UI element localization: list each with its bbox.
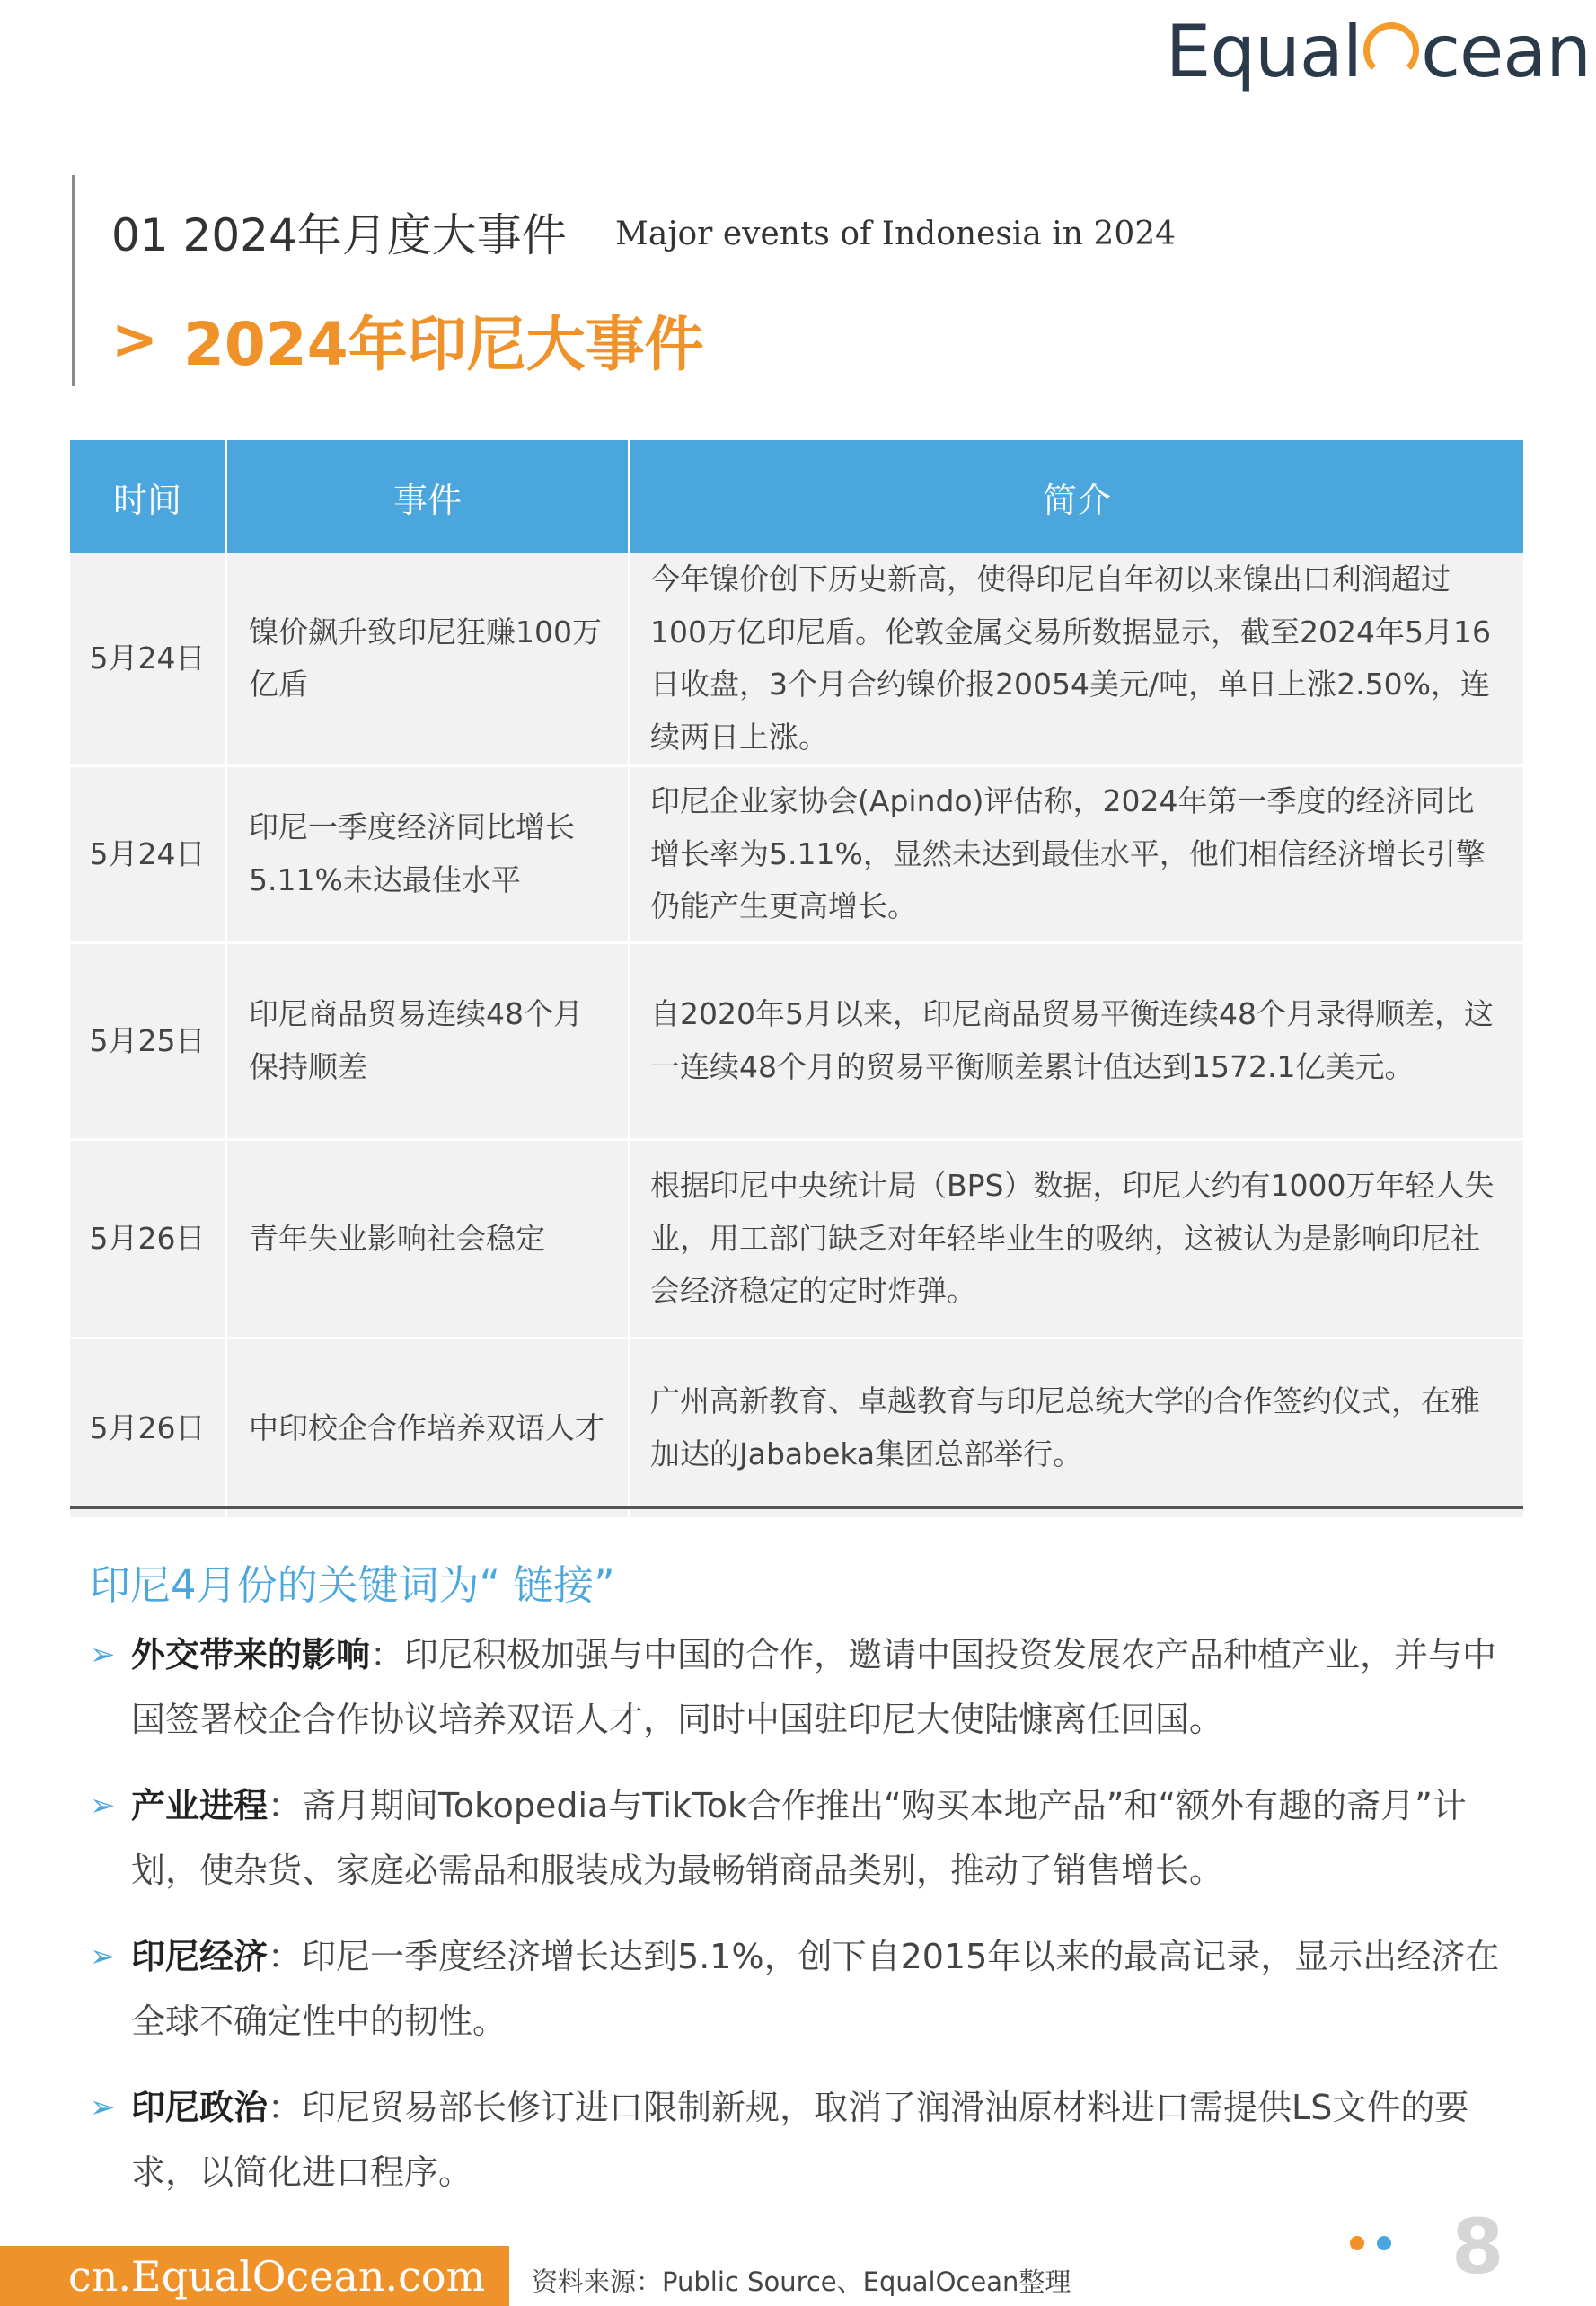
table-row	[70, 767, 1523, 944]
section-heading-en: Major events of Indonesia in 2024	[615, 216, 1177, 252]
bullet-heading: 印尼政治	[131, 2088, 269, 2127]
row-event: 镍价飙升致印尼狂赚100万亿盾	[227, 553, 630, 767]
row-date: 5月24日	[70, 767, 227, 944]
page-number: 8	[1451, 2203, 1504, 2291]
row-date: 5月24日	[70, 553, 227, 767]
row-event: 印尼商品贸易连续48个月保持顺差	[227, 944, 630, 1141]
section-heading: 01 2024年月度大事件	[111, 209, 567, 261]
column-header-desc: 简介	[630, 440, 1523, 553]
table-row	[70, 1339, 1523, 1520]
page-title	[111, 296, 704, 382]
row-desc: 广州高新教育、卓越教育与印尼总统大学的合作签约仪式，在雅加达的Jababeka集团总部举行。	[630, 1339, 1523, 1520]
bullet-heading: 外交带来的影响	[131, 1635, 371, 1674]
arrow-bullet-icon: ➢	[90, 2090, 116, 2125]
table-header-row	[70, 440, 1523, 553]
column-header-event: 事件	[227, 440, 630, 553]
bullet-heading: 印尼经济	[131, 1937, 269, 1976]
column-header-time: 时间	[70, 440, 227, 553]
logo-ring-icon	[1363, 22, 1419, 78]
page-title-text: 2024年印尼大事件	[182, 310, 704, 379]
keywords-list	[90, 1622, 1509, 2226]
bullet-text: 印尼贸易部长修订进口限制新规，取消了润滑油原材料进口需提供LS文件的要求，以简化进口程序。	[131, 2088, 1469, 2192]
bullet-text: 斋月期间Tokopedia与TikTok合作推出“购买本地产品”和“额外有趣的斋月”计划，使杂货、家庭必需品和服装成为最畅销商品类别，推动了销售增长。	[131, 1786, 1467, 1890]
table-row	[70, 1141, 1523, 1339]
row-desc: 自2020年5月以来，印尼商品贸易平衡连续48个月录得顺差，这一连续48个月的贸易平衡顺差累计值达到1572.1亿美元。	[630, 944, 1523, 1141]
blue-dot-icon	[1377, 2236, 1391, 2250]
row-event: 印尼一季度经济同比增长5.11%未达最佳水平	[227, 767, 630, 944]
bullet-separator: ：	[268, 2088, 303, 2127]
row-desc: 根据印尼中央统计局（BPS）数据，印尼大约有1000万年轻人失业，用工部门缺乏对年轻毕业生的吸纳，这被认为是影响印尼社会经济稳定的定时炸弹。	[630, 1141, 1523, 1339]
arrow-bullet-icon: ➢	[90, 1939, 116, 1975]
arrow-bullet-icon: ➢	[90, 1788, 116, 1824]
logo-text-left: Equal	[1165, 10, 1362, 93]
bullet-separator: ：	[370, 1635, 405, 1674]
events-table	[70, 440, 1523, 1520]
list-item	[90, 2075, 1509, 2204]
bullet-text: 印尼一季度经济增长达到5.1%，创下自2015年以来的最高记录，显示出经济在全球不确定性中的韧性。	[131, 1937, 1500, 2041]
row-date: 5月26日	[70, 1339, 227, 1520]
equalocean-logo	[1165, 10, 1591, 93]
list-item	[90, 1773, 1509, 1903]
footer-site-link[interactable]: cn.EqualOcean.com	[0, 2246, 509, 2306]
row-desc: 印尼企业家协会(Apindo)评估称，2024年第一季度的经济同比增长率为5.11%，显然未达到最佳水平，他们相信经济增长引擎仍能产生更高增长。	[630, 767, 1523, 944]
bullet-text: 印尼积极加强与中国的合作，邀请中国投资发展农产品种植产业，并与中国签署校企合作协议培养双语人才，同时中国驻印尼大使陆慷离任回国。	[131, 1635, 1497, 1739]
orange-dot-icon	[1350, 2236, 1364, 2250]
bullet-separator: ：	[268, 1786, 303, 1825]
row-desc: 今年镍价创下历史新高，使得印尼自年初以来镍出口利润超过100万亿印尼盾。伦敦金属交易所数据显示，截至2024年5月16日收盘，3个月合约镍价报20054美元/吨，单日上涨2.50%，连续两日上涨。	[630, 553, 1523, 767]
row-date: 5月26日	[70, 1141, 227, 1339]
row-event: 中印校企合作培养双语人才	[227, 1339, 630, 1520]
list-item	[90, 1924, 1509, 2054]
row-event: 青年失业影响社会稳定	[227, 1141, 630, 1339]
keywords-title: 印尼4月份的关键词为“ 链接”	[90, 1561, 615, 1609]
list-item	[90, 1622, 1509, 1752]
row-date: 5月25日	[70, 944, 227, 1141]
chevron-right-icon: >	[111, 306, 158, 372]
logo-text-right: cean	[1421, 10, 1591, 93]
table-row	[70, 553, 1523, 767]
section-divider	[70, 1506, 1523, 1509]
title-vertical-bar	[72, 175, 75, 386]
arrow-bullet-icon: ➢	[90, 1637, 116, 1673]
bullet-heading: 产业进程	[131, 1786, 269, 1825]
bullet-separator: ：	[268, 1937, 303, 1976]
source-note: 资料来源：Public Source、EqualOcean整理	[532, 2266, 1071, 2297]
table-row	[70, 944, 1523, 1141]
